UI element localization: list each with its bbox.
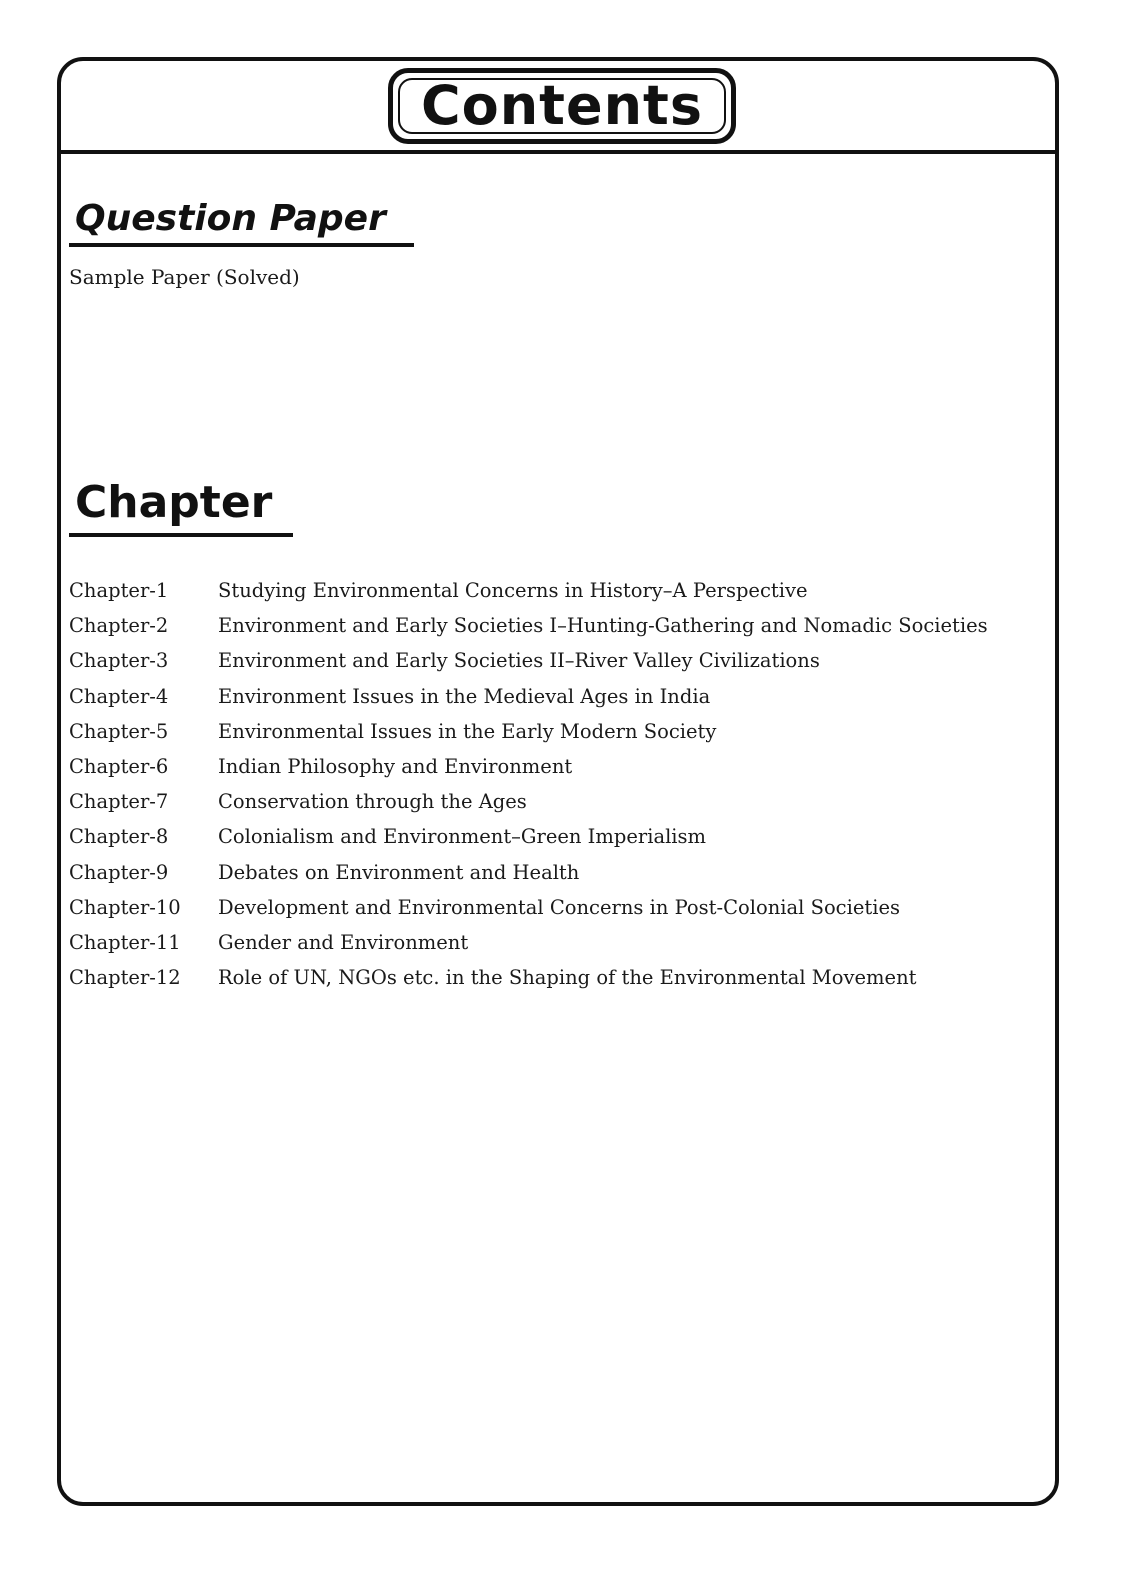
title-box xyxy=(388,68,736,144)
chapter-entry[interactable] xyxy=(69,608,1029,643)
chapter-entry[interactable] xyxy=(69,925,1029,960)
chapter-number: Chapter-2 xyxy=(69,614,169,638)
chapter-entry[interactable] xyxy=(69,855,1029,890)
chapter-title: Indian Philosophy and Environment xyxy=(218,755,573,779)
chapter-entry[interactable] xyxy=(69,784,1029,819)
page-title: Contents xyxy=(420,74,703,137)
chapter-number: Chapter-9 xyxy=(69,860,169,884)
chapter-number: Chapter-4 xyxy=(69,684,169,708)
sample-paper-entry[interactable]: Sample Paper (Solved) xyxy=(69,265,300,289)
chapter-title: Development and Environmental Concerns in Post-Colonial Societies xyxy=(218,895,901,919)
header-divider xyxy=(61,150,1055,154)
chapter-title: Environment Issues in the Medieval Ages in India xyxy=(218,684,711,708)
chapter-entry[interactable] xyxy=(69,679,1029,714)
chapter-entry[interactable] xyxy=(69,960,1029,995)
chapter-entry[interactable] xyxy=(69,819,1029,854)
chapter-number: Chapter-6 xyxy=(69,755,169,779)
chapter-title: Conservation through the Ages xyxy=(218,790,527,814)
chapter-title: Gender and Environment xyxy=(218,930,469,954)
chapter-title: Debates on Environment and Health xyxy=(218,860,580,884)
chapter-number: Chapter-10 xyxy=(69,895,181,919)
chapter-title: Environment and Early Societies I–Hunting-Gathering and Nomadic Societies xyxy=(218,614,988,638)
chapter-number: Chapter-1 xyxy=(69,579,169,603)
chapter-list xyxy=(69,573,1029,995)
chapter-title: Environmental Issues in the Early Modern Society xyxy=(218,719,717,743)
chapter-title: Colonialism and Environment–Green Imperialism xyxy=(218,825,707,849)
chapter-entry[interactable] xyxy=(69,749,1029,784)
chapter-number: Chapter-8 xyxy=(69,825,169,849)
chapter-number: Chapter-12 xyxy=(69,966,181,990)
chapter-number: Chapter-11 xyxy=(69,930,181,954)
chapter-number: Chapter-7 xyxy=(69,790,169,814)
chapter-entry[interactable] xyxy=(69,643,1029,678)
question-paper-heading: Question Paper xyxy=(69,201,414,247)
chapter-entry[interactable] xyxy=(69,714,1029,749)
chapter-title: Role of UN, NGOs etc. in the Shaping of the Environmental Movement xyxy=(218,966,917,990)
chapter-number: Chapter-3 xyxy=(69,649,169,673)
chapter-title: Environment and Early Societies II–River Valley Civilizations xyxy=(218,649,820,673)
chapter-entry[interactable] xyxy=(69,890,1029,925)
chapter-title: Studying Environmental Concerns in History–A Perspective xyxy=(218,579,808,603)
chapter-entry[interactable] xyxy=(69,573,1029,608)
chapter-number: Chapter-5 xyxy=(69,719,169,743)
contents-frame xyxy=(57,57,1059,1506)
chapter-heading: Chapter xyxy=(69,481,293,537)
